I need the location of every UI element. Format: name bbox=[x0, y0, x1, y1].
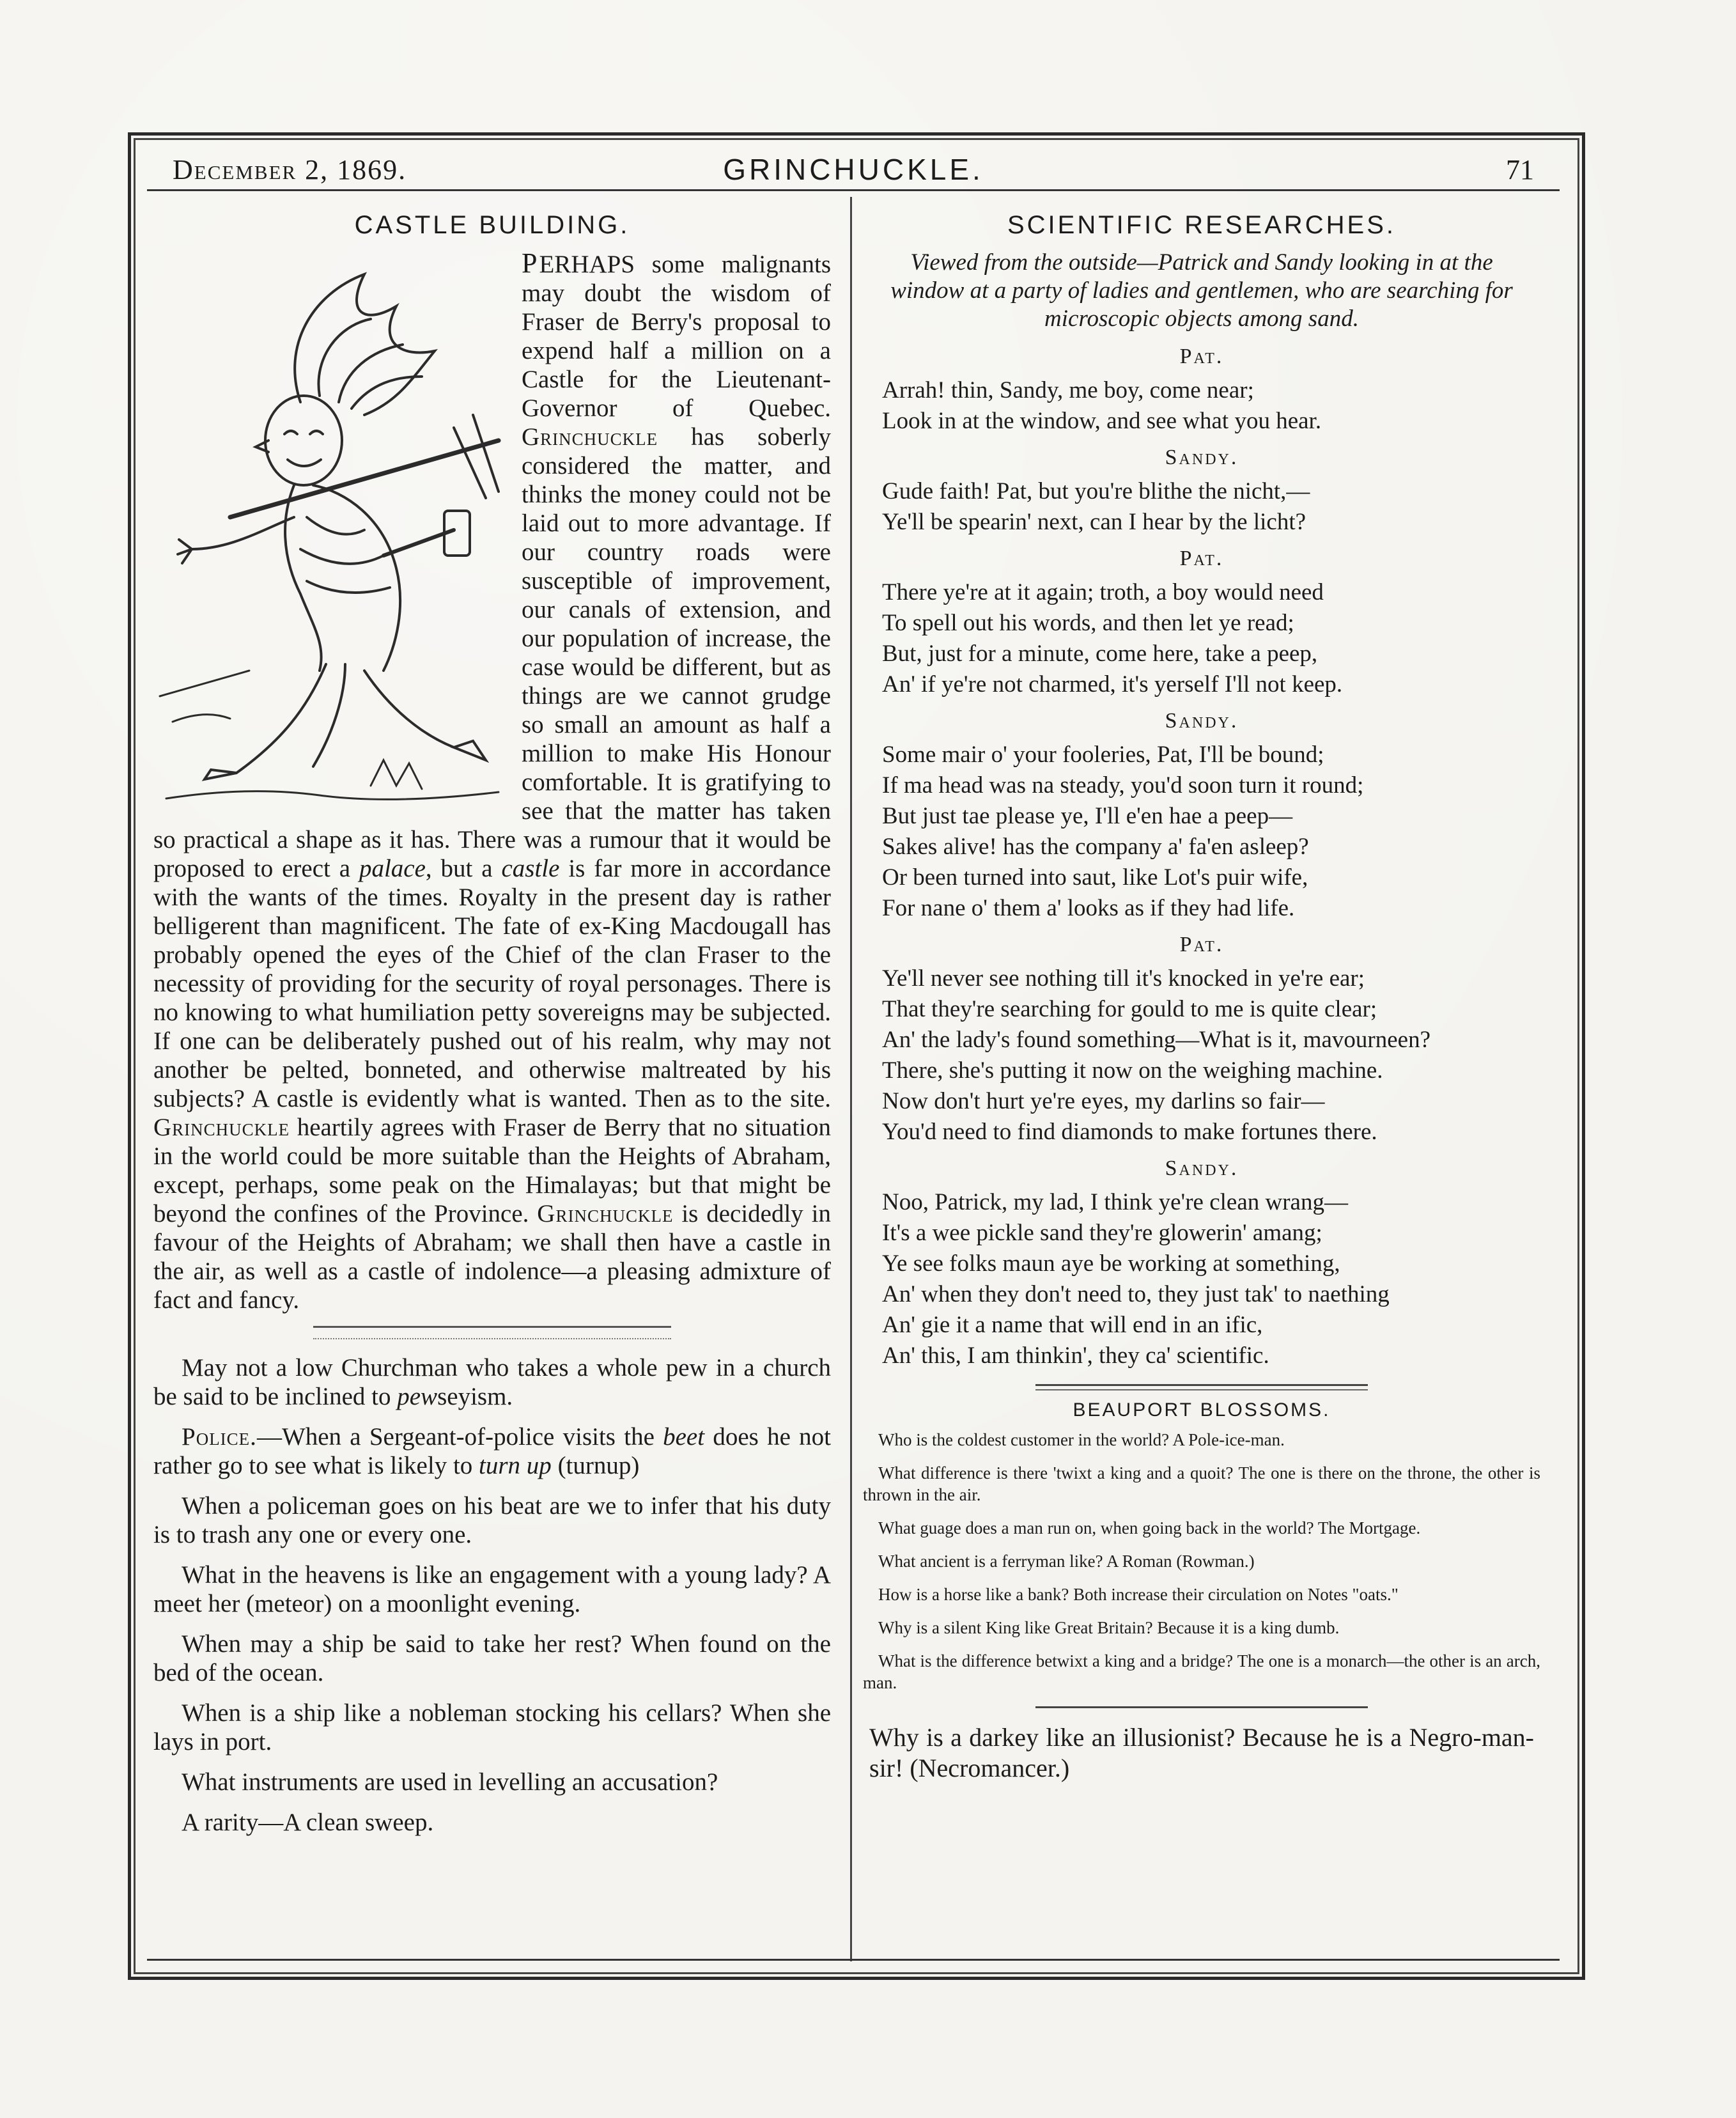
jest-text: does he not rather go to see what is likely to bbox=[153, 1423, 831, 1479]
jest-clean-sweep: A rarity—A clean sweep. bbox=[182, 1809, 434, 1836]
grinchuckle-name-3: Grinchuckle bbox=[537, 1200, 674, 1227]
verse-line: You'd need to find diamonds to make fortunes there. bbox=[882, 1119, 1377, 1145]
verse-line: Sakes alive! has the company a' fa'en asleep? bbox=[882, 834, 1309, 860]
riddle-item: What ancient is a ferryman like? A Roman (Rowman.) bbox=[878, 1552, 1255, 1571]
jest-policeman-beat: When a policeman goes on his beat are we to infer that his duty is to trash any one or every one. bbox=[153, 1492, 831, 1548]
jest-ship-port: When is a ship like a nobleman stocking his cellars? When she lays in port. bbox=[153, 1699, 831, 1756]
jest-text: (turnup) bbox=[551, 1452, 640, 1479]
verse-line: If ma head was na steady, you'd soon turn it round; bbox=[882, 772, 1364, 798]
column-divider bbox=[850, 197, 852, 1961]
verse-line: Noo, Patrick, my lad, I think ye're clean wrang— bbox=[882, 1189, 1348, 1215]
stanza bbox=[882, 963, 1540, 1148]
speaker-label: Pat. bbox=[1179, 345, 1224, 368]
jest-label: Police. bbox=[182, 1423, 257, 1451]
stanza bbox=[882, 740, 1540, 924]
verse-line: Or been turned into saut, like Lot's puir wife, bbox=[882, 864, 1308, 891]
verse-line: That they're searching for gould to me is quite clear; bbox=[882, 996, 1377, 1022]
jest-text: seyism. bbox=[437, 1383, 513, 1410]
verse-line: An' when they don't need to, they just tak' to naething bbox=[882, 1281, 1390, 1307]
verse-line: But just tae please ye, I'll e'en hae a peep— bbox=[882, 803, 1293, 829]
final-riddle: Why is a darkey like an illusionist? Because he is a Negro-man-sir! (Necromancer.) bbox=[869, 1723, 1534, 1782]
speaker-label: Pat. bbox=[1179, 547, 1224, 570]
verse-line: Arrah! thin, Sandy, me boy, come near; bbox=[882, 377, 1254, 403]
castle-word: castle bbox=[501, 855, 560, 882]
stanza bbox=[882, 476, 1540, 538]
page-header bbox=[147, 148, 1560, 191]
section-rule bbox=[1035, 1384, 1368, 1390]
stanza bbox=[882, 577, 1540, 700]
palace-word: palace bbox=[359, 855, 426, 882]
stanza bbox=[882, 1187, 1540, 1371]
castle-text-1: ERHAPS some malignants may doubt the wisdom of Fraser de Berry's proposal to expend half a million on a Castle for the Lieutenant-Governor of Quebec. bbox=[522, 251, 831, 422]
castle-text-3: , but a bbox=[425, 855, 502, 882]
jest-instruments: What instruments are used in levelling an accusation? bbox=[182, 1768, 718, 1796]
running-figure-drawing bbox=[153, 249, 511, 805]
jest-text: —When a Sergeant-of-police visits the bbox=[256, 1423, 663, 1451]
left-column bbox=[153, 198, 831, 1848]
riddle-item: Who is the coldest customer in the world? A Pole-ice-man. bbox=[878, 1430, 1285, 1449]
verse-line: Look in at the window, and see what you hear. bbox=[882, 408, 1322, 434]
verse-line: But, just for a minute, come here, take a peep, bbox=[882, 641, 1318, 667]
castle-text-5: heartily agrees with Fraser de Berry that no situation in the world could be more suitable than the Heights of Abraham, except, perhaps, some peak on the Himalayas; but that might be beyond the confines of the Province. bbox=[153, 1114, 831, 1227]
jest-pewseyism bbox=[153, 1353, 831, 1411]
verse-line: An' if ye're not charmed, it's yerself I'll not keep. bbox=[882, 671, 1343, 697]
beauport-blossoms-title: BEAUPORT BLOSSOMS. bbox=[1073, 1399, 1331, 1421]
verse-line: It's a wee pickle sand they're glowerin' amang; bbox=[882, 1220, 1322, 1246]
riddle-item: What difference is there 'twixt a king and a quoit? The one is there on the throne, the other is thrown in the air. bbox=[863, 1463, 1540, 1504]
verse-line: An' gie it a name that will end in an ific, bbox=[882, 1312, 1263, 1338]
riddle-item: Why is a silent King like Great Britain? Because it is a king dumb. bbox=[878, 1618, 1340, 1637]
jest-police bbox=[153, 1422, 831, 1480]
verse-line: For nane o' them a' looks as if they had life. bbox=[882, 895, 1295, 921]
drop-cap: P bbox=[522, 247, 539, 279]
verse-line: There ye're at it again; troth, a boy would need bbox=[882, 579, 1324, 605]
scientific-researches-title: SCIENTIFIC RESEARCHES. bbox=[1007, 211, 1397, 239]
jest-meteor: What in the heavens is like an engagement with a young lady? A meet her (meteor) on a moonlight evening. bbox=[153, 1561, 831, 1617]
grinchuckle-name-2: Grinchuckle bbox=[153, 1114, 290, 1141]
poem-intro: Viewed from the outside—Patrick and Sandy looking in at the window at a party of ladies and gentlemen, who are searching for microscopic objects among sand. bbox=[890, 249, 1513, 332]
grinchuckle-name-1: Grinchuckle bbox=[522, 423, 658, 451]
speaker-label: Sandy. bbox=[1165, 1156, 1239, 1180]
stanza bbox=[882, 375, 1540, 437]
section-rule bbox=[313, 1326, 671, 1339]
castle-text-4: is far more in accordance with the wants of the times. Royalty in the present day is rather belligerent than magnificent. The fate of ex-King Macdougall has probably opened the eyes of the Chief of the clan Fraser to the necessity of providing for the security of royal personages. There is no knowing to what humiliation petty sovereigns may be subjected. If one can be deliberately pushed out of his realm, why may not another be pelted, bonneted, and otherwise maltreated by his subjects? A castle is evidently what is wanted. Then as to the site. bbox=[153, 855, 831, 1112]
verse-line: Gude faith! Pat, but you're blithe the nicht,— bbox=[882, 478, 1310, 504]
verse-line: Ye see folks maun aye be working at something, bbox=[882, 1250, 1340, 1277]
riddle-item: What guage does a man run on, when going back in the world? The Mortgage. bbox=[878, 1518, 1421, 1538]
castle-building-article bbox=[153, 249, 831, 1314]
verse-line: To spell out his words, and then let ye read; bbox=[882, 610, 1294, 636]
jest-ship-rest: When may a ship be said to take her rest? When found on the bed of the ocean. bbox=[153, 1630, 831, 1686]
verse-line: There, she's putting it now on the weighing machine. bbox=[882, 1057, 1383, 1084]
bottom-rule bbox=[147, 1959, 1560, 1961]
riddle-item: What is the difference betwixt a king and a bridge? The one is a monarch—the other is an arch, man. bbox=[863, 1651, 1540, 1692]
verse-line: Now don't hurt ye're eyes, my darlins so fair— bbox=[882, 1088, 1325, 1114]
issue-date: December 2, 1869. bbox=[173, 154, 407, 185]
jest-italic: beet bbox=[663, 1423, 705, 1451]
castle-text-2: has soberly considered the matter, and thinks the money could not be laid out to more advantage. If our country roads were susceptible of improvement, our canals of extension, and our population of increase, the case would be different, but as things are we cannot grudge so small an amount as half a million to make His Honour comfortable. It is gratifying to see that the matter has taken so practical a shape as it has. There was a rumour that it would be proposed to erect a bbox=[153, 423, 831, 882]
section-rule bbox=[1035, 1706, 1368, 1709]
verse-line: An' this, I am thinkin', they ca' scientific. bbox=[882, 1343, 1269, 1369]
jest-text: May not a low Churchman who takes a whole pew in a church be said to be inclined to bbox=[153, 1354, 831, 1410]
castle-text-6: is decidedly in favour of the Heights of Abraham; we shall then have a castle in the air, as well as a castle of indolence—a pleasing admixture of fact and fancy. bbox=[153, 1200, 831, 1314]
page-number: 71 bbox=[1506, 154, 1534, 185]
riddle-item: How is a horse like a bank? Both increase their circulation on Notes "oats." bbox=[878, 1585, 1399, 1604]
verse-line: Some mair o' your fooleries, Pat, I'll be bound; bbox=[882, 742, 1324, 768]
speaker-label: Pat. bbox=[1179, 933, 1224, 956]
right-column bbox=[863, 198, 1540, 1784]
caricature-illustration bbox=[153, 249, 511, 805]
verse-line: An' the lady's found something—What is it, mavourneen? bbox=[882, 1027, 1430, 1053]
castle-building-title: CASTLE BUILDING. bbox=[354, 211, 630, 239]
jest-italic: turn up bbox=[479, 1452, 552, 1479]
verse-line: Ye'll never see nothing till it's knocked in ye're ear; bbox=[882, 965, 1365, 992]
jest-italic: pew bbox=[397, 1383, 438, 1410]
verse-line: Ye'll be spearin' next, can I hear by the licht? bbox=[882, 509, 1306, 535]
masthead: GRINCHUCKLE. bbox=[723, 153, 984, 186]
speaker-label: Sandy. bbox=[1165, 446, 1239, 469]
speaker-label: Sandy. bbox=[1165, 709, 1239, 733]
